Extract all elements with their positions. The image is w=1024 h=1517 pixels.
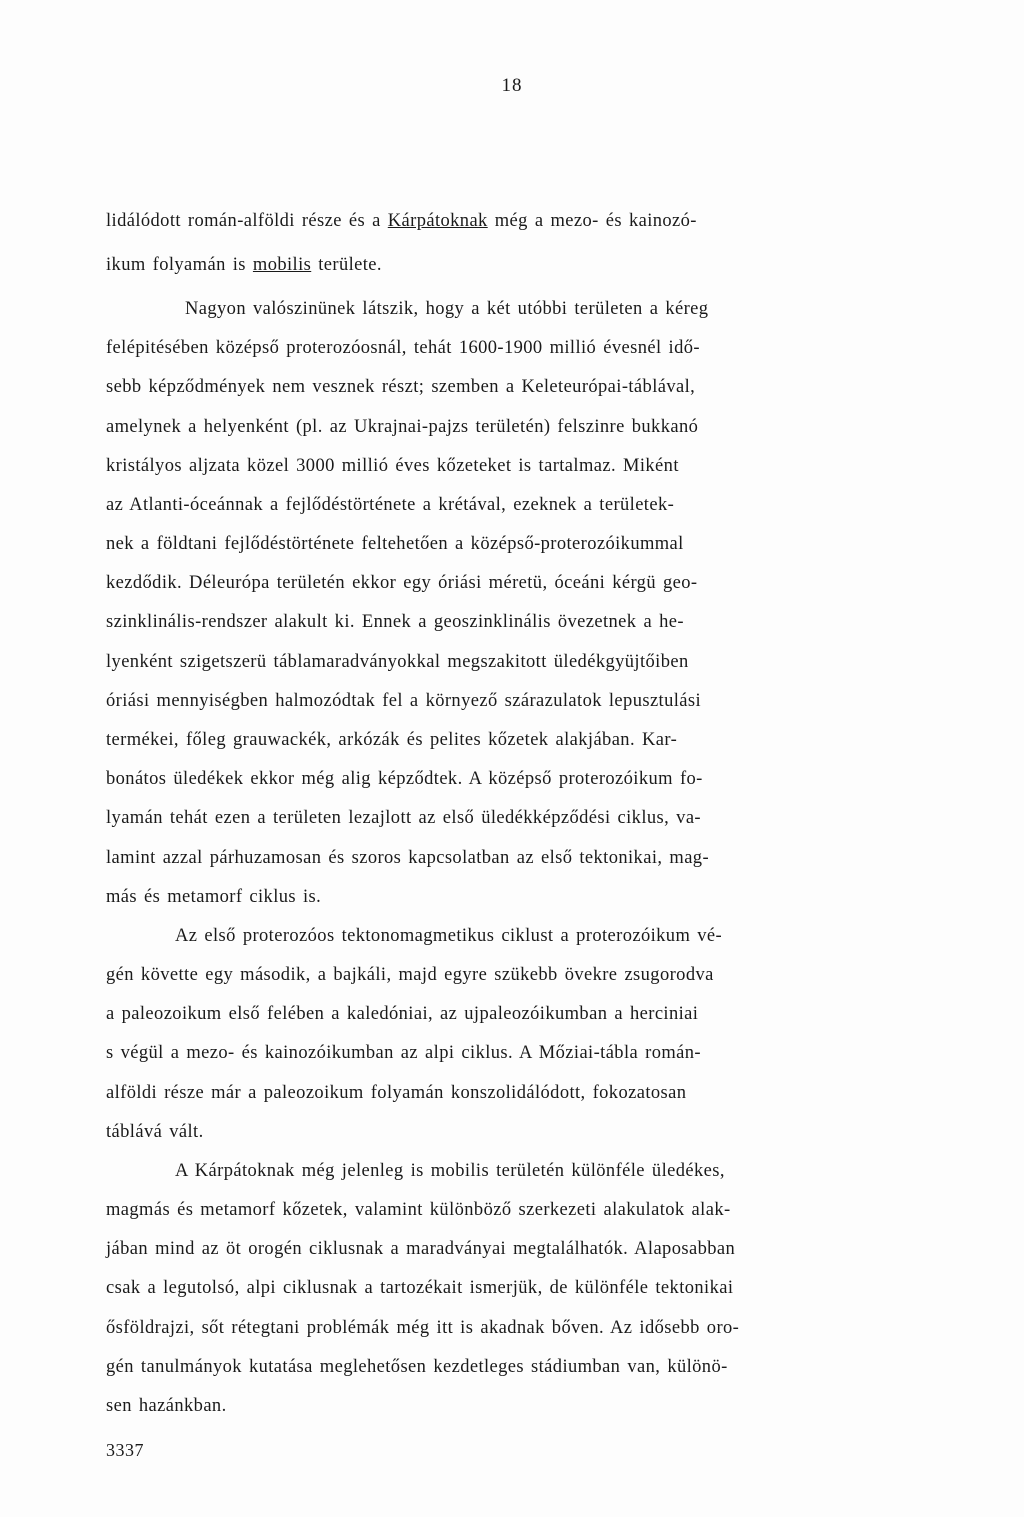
text-line: ősföldrajzi, sőt rétegtani problémák még itt is akadnak bőven. Az idősebb oro- xyxy=(106,1318,740,1338)
text-line: s végül a mezo- és kainozóikumban az alpi ciklus. A Mőziai-tábla román- xyxy=(106,1043,701,1063)
page-number: 18 xyxy=(501,75,523,96)
text-line: a paleozoikum első felében a kaledóniai, az ujpaleozóikumban a herciniai xyxy=(106,1004,699,1024)
text-line: jában mind az öt orogén ciklusnak a maradványai megtalálhatók. Alaposabban xyxy=(106,1239,736,1259)
text-line: kezdődik. Déleurópa területén ekkor egy óriási méretü, óceáni kérgü geo- xyxy=(106,573,698,593)
text-line: lyamán tehát ezen a területen lezajlott az első üledékképződési ciklus, va- xyxy=(106,808,701,828)
text-line: más és metamorf ciklus is. xyxy=(106,887,322,907)
text-line: termékei, főleg grauwackék, arkózák és pelites kőzetek alakjában. Kar- xyxy=(106,730,678,750)
text-line: szinklinális-rendszer alakult ki. Ennek a geoszinklinális övezetnek a he- xyxy=(106,612,684,632)
text-line: A Kárpátoknak még jelenleg is mobilis területén különféle üledékes, xyxy=(175,1161,725,1181)
text-line: sen hazánkban. xyxy=(106,1396,227,1416)
text-line: óriási mennyiségben halmozódtak fel a környező szárazulatok lepusztulási xyxy=(106,691,702,711)
text-line: csak a legutolsó, alpi ciklusnak a tartozékait ismerjük, de különféle tektonikai xyxy=(106,1278,734,1298)
text-line: felépitésében középső proterozóosnál, tehát 1600-1900 millió évesnél idő- xyxy=(106,338,700,358)
text-line: Az első proterozóos tektonomagmetikus ciklust a proterozóikum vé- xyxy=(175,926,723,946)
text-line: ikum folyamán is mobilis területe. xyxy=(106,255,382,275)
footer-code: 3337 xyxy=(106,1440,144,1460)
text-line: nek a földtani fejlődéstörténete feltehetően a középső-proterozóikummal xyxy=(106,534,684,554)
text-line: lyenként szigetszerü táblamaradványokkal megszakitott üledékgyüjtőiben xyxy=(106,652,689,672)
text-line: gén tanulmányok kutatása meglehetősen kezdetleges stádiumban van, különö- xyxy=(106,1357,728,1377)
text-line: magmás és metamorf kőzetek, valamint különböző szerkezeti alakulatok alak- xyxy=(106,1200,731,1220)
text-line: bonátos üledékek ekkor még alig képződtek. A középső proterozóikum fo- xyxy=(106,769,703,789)
text-line: az Atlanti-óceánnak a fejlődéstörténete a krétával, ezeknek a területek- xyxy=(106,495,675,515)
text-line: amelynek a helyenként (pl. az Ukrajnai-pajzs területén) felszinre bukkanó xyxy=(106,417,699,437)
text-line: Nagyon valószinünek látszik, hogy a két utóbbi területen a kéreg xyxy=(185,299,709,319)
text-line: lamint azzal párhuzamosan és szoros kapcsolatban az első tektonikai, mag- xyxy=(106,848,710,868)
text-line: alföldi része már a paleozoikum folyamán konszolidálódott, fokozatosan xyxy=(106,1083,687,1103)
text-line: lidálódott román-alföldi része és a Kárpátoknak még a mezo- és kainozó- xyxy=(106,211,697,231)
text-line: sebb képződmények nem vesznek részt; szemben a Keleteurópai-táblával, xyxy=(106,377,696,397)
text-line: kristályos aljzata közel 3000 millió éves kőzeteket is tartalmaz. Miként xyxy=(106,456,679,476)
text-line: táblává vált. xyxy=(106,1122,204,1142)
text-line: gén követte egy második, a bajkáli, majd egyre szükebb övekre zsugorodva xyxy=(106,965,714,985)
